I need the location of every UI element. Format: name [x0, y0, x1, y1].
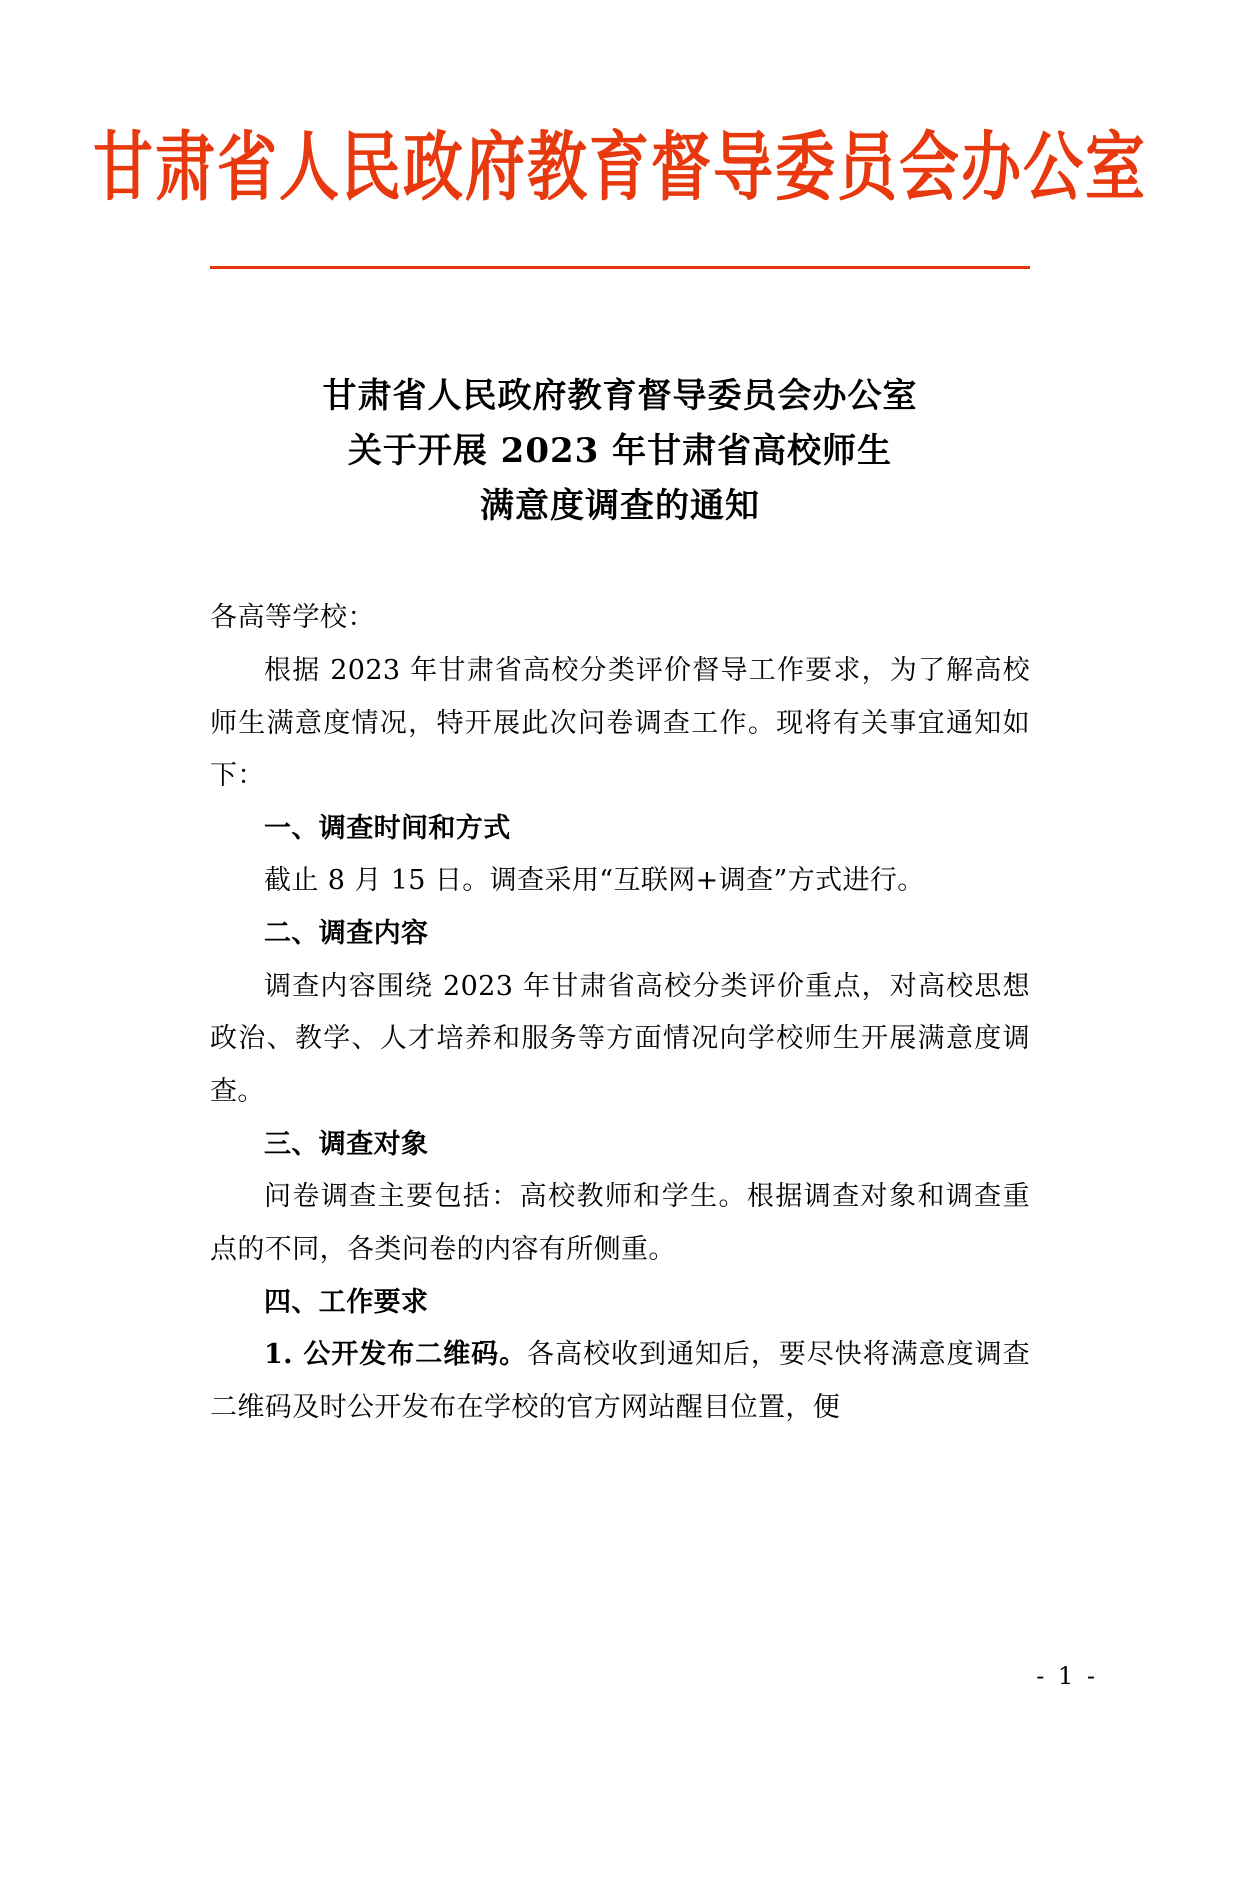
section-3-body: 问卷调查主要包括：高校教师和学生。根据调查对象和调查重点的不同，各类问卷的内容有所侧重。 — [210, 1181, 1030, 1265]
document-body — [210, 534, 1030, 1434]
letterhead-divider — [210, 266, 1030, 269]
letterhead — [0, 124, 1240, 269]
document-page — [0, 124, 1240, 1886]
section-1-heading: 一、调查时间和方式 — [264, 812, 511, 844]
section-4-heading: 四、工作要求 — [264, 1286, 429, 1318]
section-1-body: 截止 8 月 15 日。调查采用“互联网+调查”方式进行。 — [264, 865, 925, 897]
page-title-line-2: 关于开展 2023 年甘肃省高校师生 — [347, 431, 893, 472]
salutation: 各高等学校： — [210, 602, 375, 634]
letterhead-organization: 甘肃省人民政府教育督导委员会办公室 — [93, 124, 1147, 212]
section-4-item-1 — [210, 1329, 1030, 1434]
section-4-item-1-body: 各高校收到通知后，要尽快将满意度调查二维码及时公开发布在学校的官方网站醒目位置，便 — [210, 1339, 1030, 1423]
page-title-line-1: 甘肃省人民政府教育督导委员会办公室 — [322, 376, 918, 416]
section-4-item-1-label: 1. 公开发布二维码。 — [264, 1339, 528, 1371]
page-title-line-3: 满意度调查的通知 — [480, 486, 760, 527]
section-2-heading: 二、调查内容 — [264, 918, 429, 950]
section-3-heading: 三、调查对象 — [264, 1128, 429, 1160]
page-number: - 1 - — [1036, 1662, 1098, 1690]
intro-paragraph: 根据 2023 年甘肃省高校分类评价督导工作要求，为了解高校师生满意度情况，特开展此次问卷调查工作。现将有关事宜通知如下： — [210, 654, 1030, 792]
section-2-body: 调查内容围绕 2023 年甘肃省高校分类评价重点，对高校思想政治、教学、人才培养和服务等方面情况向学校师生开展满意度调查。 — [210, 970, 1030, 1107]
page-title — [0, 369, 1240, 534]
